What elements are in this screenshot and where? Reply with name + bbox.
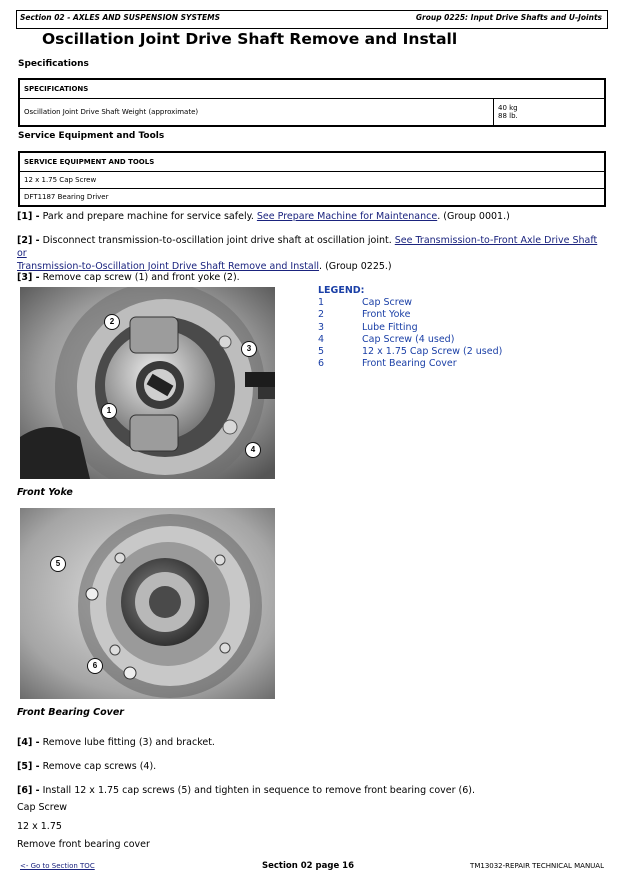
trailing-line-1: Cap Screw [17,802,68,813]
legend-item [318,322,502,334]
section-label: Section 02 - AXLES AND SUSPENSION SYSTEMS [20,13,220,22]
tools-row: 12 x 1.75 Cap Screw [19,172,605,189]
group-label: Group 0225: Input Drive Shafts and U-Joints [415,13,602,22]
legend-label: Lube Fitting [362,321,418,333]
spec-value-lb: 88 lb. [498,112,518,120]
specifications-table [18,78,606,127]
legend-label: 12 x 1.75 Cap Screw (2 used) [362,346,503,358]
header-divider [16,28,608,29]
step-number: [4] - [17,737,40,748]
trailing-line-2: 12 x 1.75 [17,821,62,832]
callout-2: 2 [104,314,120,330]
page-number: Section 02 page 16 [262,861,354,871]
step-text: Park and prepare machine for service safely. [42,211,254,222]
legend-label: Cap Screw [362,297,413,309]
tools-table [18,151,606,207]
legend-item [318,334,502,346]
step-number: [6] - [17,785,40,796]
specifications-heading: Specifications [18,59,89,69]
legend-label: Front Yoke [362,309,411,321]
legend [318,285,502,370]
callout-3: 3 [241,341,257,357]
callout-4: 4 [245,442,261,458]
legend-number: 3 [318,321,325,333]
tools-table-title: SERVICE EQUIPMENT AND TOOLS [19,152,605,172]
legend-item [318,346,502,358]
step-text: Remove cap screw (1) and front yoke (2). [42,272,240,283]
front-yoke-illustration [20,287,275,479]
trailing-line-3: Remove front bearing cover [17,839,150,850]
step-number: [1] - [17,211,40,222]
manual-name: TM13032-REPAIR TECHNICAL MANUAL [470,862,604,870]
legend-label: Front Bearing Cover [362,358,457,370]
step-number: [2] - [17,235,40,246]
step-text: Remove cap screws (4). [42,761,157,772]
prepare-machine-link[interactable]: See Prepare Machine for Maintenance [256,211,438,222]
legend-title: LEGEND: [318,285,365,296]
legend-number: 2 [318,309,325,321]
legend-item [318,358,502,370]
step-group-ref: . (Group 0001.) [437,211,510,222]
front-bearing-cover-photo [20,508,275,699]
callout-5: 5 [50,556,66,572]
step-text: Disconnect transmission-to-oscillation joint drive shaft at oscillation joint. [42,235,392,246]
legend-number: 1 [318,297,325,309]
legend-number: 5 [318,346,325,358]
section-toc-link[interactable]: <- Go to Section TOC [20,862,95,870]
footer-toc-link-wrap [20,862,95,870]
step-2 [17,234,607,273]
spec-value-kg: 40 kg [498,104,518,112]
legend-item [318,297,502,309]
bearing-cover-illustration [20,508,275,699]
step-text: Remove lube fitting (3) and bracket. [42,737,215,748]
tools-row: DFT1187 Bearing Driver [19,189,605,207]
spec-row-label: Oscillation Joint Drive Shaft Weight (approximate) [19,99,494,127]
callout-6: 6 [87,658,103,674]
step-group-ref: . (Group 0225.) [319,261,392,272]
step-6 [17,784,607,797]
page-title: Oscillation Joint Drive Shaft Remove and Install [42,30,458,48]
front-yoke-photo [20,287,275,479]
front-yoke-caption: Front Yoke [17,487,73,498]
front-bearing-cover-caption: Front Bearing Cover [17,707,124,718]
step-number: [3] - [17,272,40,283]
drive-shaft-link[interactable]: See Transmission-to-Front Axle Drive Shaft or [17,235,598,259]
step-text: Install 12 x 1.75 cap screws (5) and tighten in sequence to remove front bearing cover (6). [42,785,476,796]
step-5 [17,760,607,773]
specifications-table-title: SPECIFICATIONS [19,79,605,99]
legend-label: Cap Screw (4 used) [362,333,455,345]
legend-item [318,309,502,321]
callout-1: 1 [101,403,117,419]
step-4 [17,736,607,749]
legend-number: 4 [318,333,325,345]
drive-shaft-link-cont[interactable]: Transmission-to-Oscillation Joint Drive Shaft Remove and Install [17,261,320,272]
spec-row-value [494,99,606,127]
legend-number: 6 [318,358,325,370]
step-number: [5] - [17,761,40,772]
step-3 [17,271,607,284]
step-1 [17,210,607,223]
tools-heading: Service Equipment and Tools [18,131,165,141]
